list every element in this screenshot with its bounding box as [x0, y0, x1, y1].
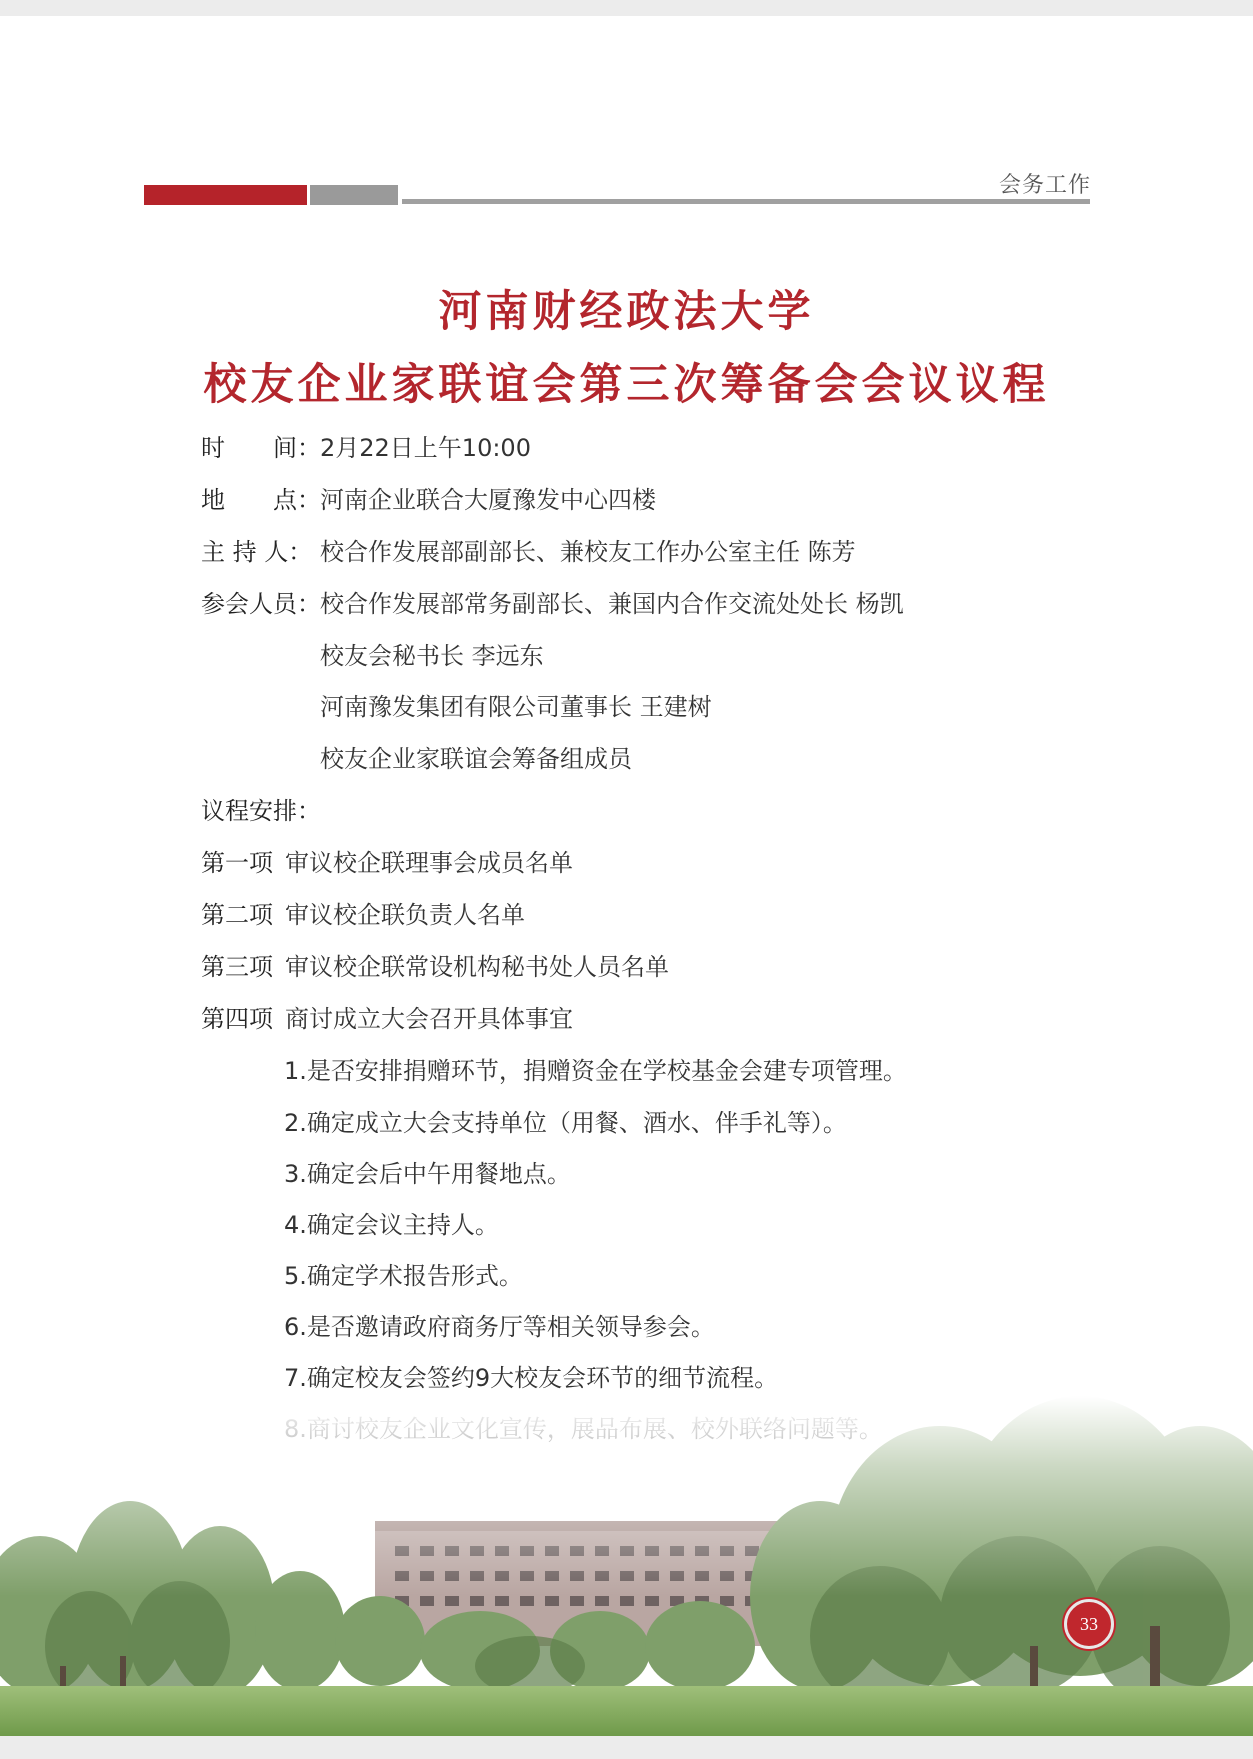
agenda-subitem: 7.确定校友会签约9大校友会环节的细节流程。 [284, 1364, 779, 1392]
title-line-1: 河南财经政法大学 [438, 287, 815, 337]
time-value: 2月22日上午10:00 [320, 434, 531, 462]
page-number-badge: 33 [1064, 1599, 1114, 1649]
agenda-item-text: 审议校企联负责人名单 [285, 901, 525, 929]
agenda-subitem: 4.确定会议主持人。 [284, 1211, 499, 1239]
document-page [0, 16, 1253, 1736]
agenda-item-label: 第四项 [201, 1005, 273, 1033]
agenda-subitem: 6.是否邀请政府商务厅等相关领导参会。 [284, 1313, 715, 1341]
header-red-bar [144, 185, 307, 205]
agenda-item-label: 第三项 [201, 953, 273, 981]
agenda-subitem: 3.确定会后中午用餐地点。 [284, 1160, 571, 1188]
attendees-label: 参会人员： [201, 590, 321, 618]
attendee-item: 河南豫发集团有限公司董事长 王建树 [320, 693, 712, 721]
agenda-item-label: 第一项 [201, 849, 273, 877]
agenda-subitem: 1.是否安排捐赠环节，捐赠资金在学校基金会建专项管理。 [284, 1057, 907, 1085]
header-rule [402, 199, 1090, 204]
agenda-item-text: 审议校企联理事会成员名单 [285, 849, 573, 877]
section-label: 会务工作 [998, 173, 1091, 198]
header-gray-bar [310, 185, 398, 205]
place-value: 河南企业联合大厦豫发中心四楼 [320, 486, 656, 514]
agenda-subitem: 2.确定成立大会支持单位（用餐、酒水、伴手礼等）。 [284, 1109, 847, 1137]
campus-landscape-illustration [0, 1396, 1253, 1736]
place-label: 地 点： [201, 486, 321, 514]
agenda-heading: 议程安排： [201, 797, 321, 825]
attendee-item: 校友企业家联谊会筹备组成员 [320, 745, 632, 773]
agenda-item-label: 第二项 [201, 901, 273, 929]
title-line-2: 校友企业家联谊会第三次筹备会会议议程 [203, 360, 1050, 410]
time-label: 时 间： [201, 434, 321, 462]
agenda-subitem: 5.确定学术报告形式。 [284, 1262, 523, 1290]
attendee-item: 校友会秘书长 李远东 [320, 642, 544, 670]
host-label: 主 持 人： [201, 538, 313, 566]
agenda-item-text: 审议校企联常设机构秘书处人员名单 [285, 953, 669, 981]
agenda-item-text: 商讨成立大会召开具体事宜 [285, 1005, 573, 1033]
attendee-item: 校合作发展部常务副部长、兼国内合作交流处处长 杨凯 [320, 590, 904, 618]
host-value: 校合作发展部副部长、兼校友工作办公室主任 陈芳 [320, 538, 856, 566]
